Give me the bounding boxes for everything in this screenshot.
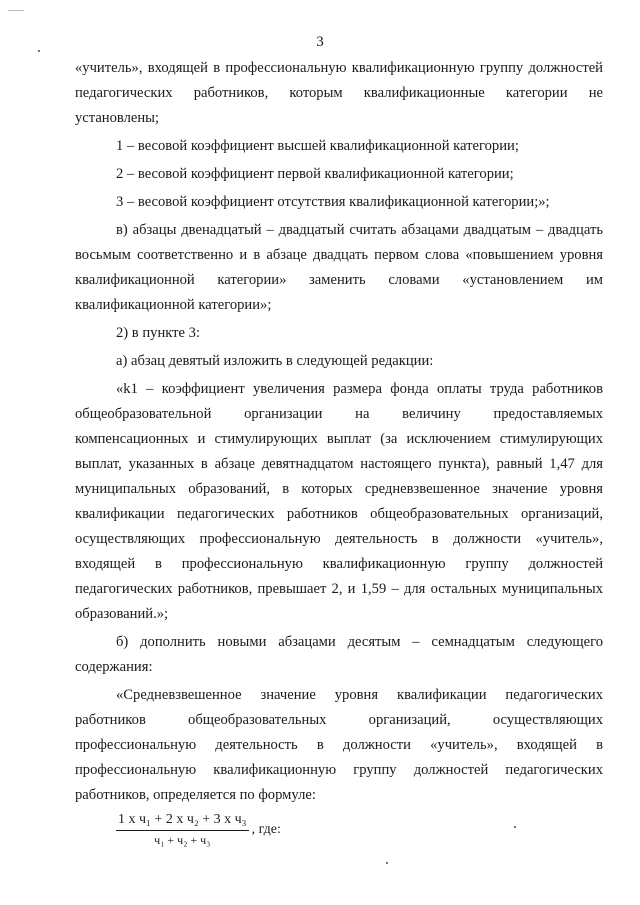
paragraph-2: 1 – весовой коэффициент высшей квалификационной категории; xyxy=(116,138,519,154)
formula xyxy=(116,812,603,848)
scan-speck xyxy=(8,10,24,11)
paragraph-4: 3 – весовой коэффициент отсутствия квалификационной категории;»; xyxy=(116,194,550,210)
formula-denominator: ч₁ + ч₂ + ч₃ xyxy=(154,833,211,847)
page-number: 3 xyxy=(316,34,324,50)
paragraph-5: в) абзацы двенадцатый – двадцатый считать абзацами двадцатым – двадцать восьмым соответственно и в абзаце двадцать первом слова «повышением уровня квалификационной категории» заменить словами «установлением им квалификационной категории»; xyxy=(75,222,603,313)
formula-suffix: , где: xyxy=(251,822,281,837)
paragraph-6: 2) в пункте 3: xyxy=(116,325,201,341)
formula-numerator: 1 х ч₁ + 2 х ч₂ + 3 х ч₃ xyxy=(116,812,249,831)
document-body xyxy=(75,56,603,848)
paragraph-7: а) абзац девятый изложить в следующей редакции: xyxy=(116,353,434,369)
scan-speck xyxy=(514,826,516,828)
paragraph-9: б) дополнить новыми абзацами десятым – семнадцатым следующего содержания: xyxy=(75,634,603,675)
paragraph-3: 2 – весовой коэффициент первой квалификационной категории; xyxy=(116,166,514,182)
paragraph-10: «Средневзвешенное значение уровня квалификации педагогических работников общеобразовательных организаций, осуществляющих профессиональную деятельность в должности «учитель», входящей в профессиональную квалификационную группу должностей педагогических работников, определяется по формуле: xyxy=(75,687,603,803)
scan-speck xyxy=(38,50,40,52)
formula-fraction xyxy=(116,812,249,848)
scan-speck xyxy=(386,862,388,864)
paragraph-1: «учитель», входящей в профессиональную квалификационную группу должностей педагогических работников, которым квалификационные категории не установлены; xyxy=(75,60,603,126)
paragraph-8: «k1 – коэффициент увеличения размера фонда оплаты труда работников общеобразовательной организации на величину предоставляемых компенсационных и стимулирующих выплат (за исключением стимулирующих выплат, указанных в абзаце девятнадцатом настоящего пункта), равный 1,47 для муниципальных образований, в которых средневзвешенное значение уровня квалификации педагогических работников общеобразовательных организаций, осуществляющих профессиональную деятельность в должности «учитель», входящей в профессиональную квалификационную группу должностей педагогических работников, превышает 2, и 1,59 – для остальных муниципальных образований.»; xyxy=(75,381,603,622)
